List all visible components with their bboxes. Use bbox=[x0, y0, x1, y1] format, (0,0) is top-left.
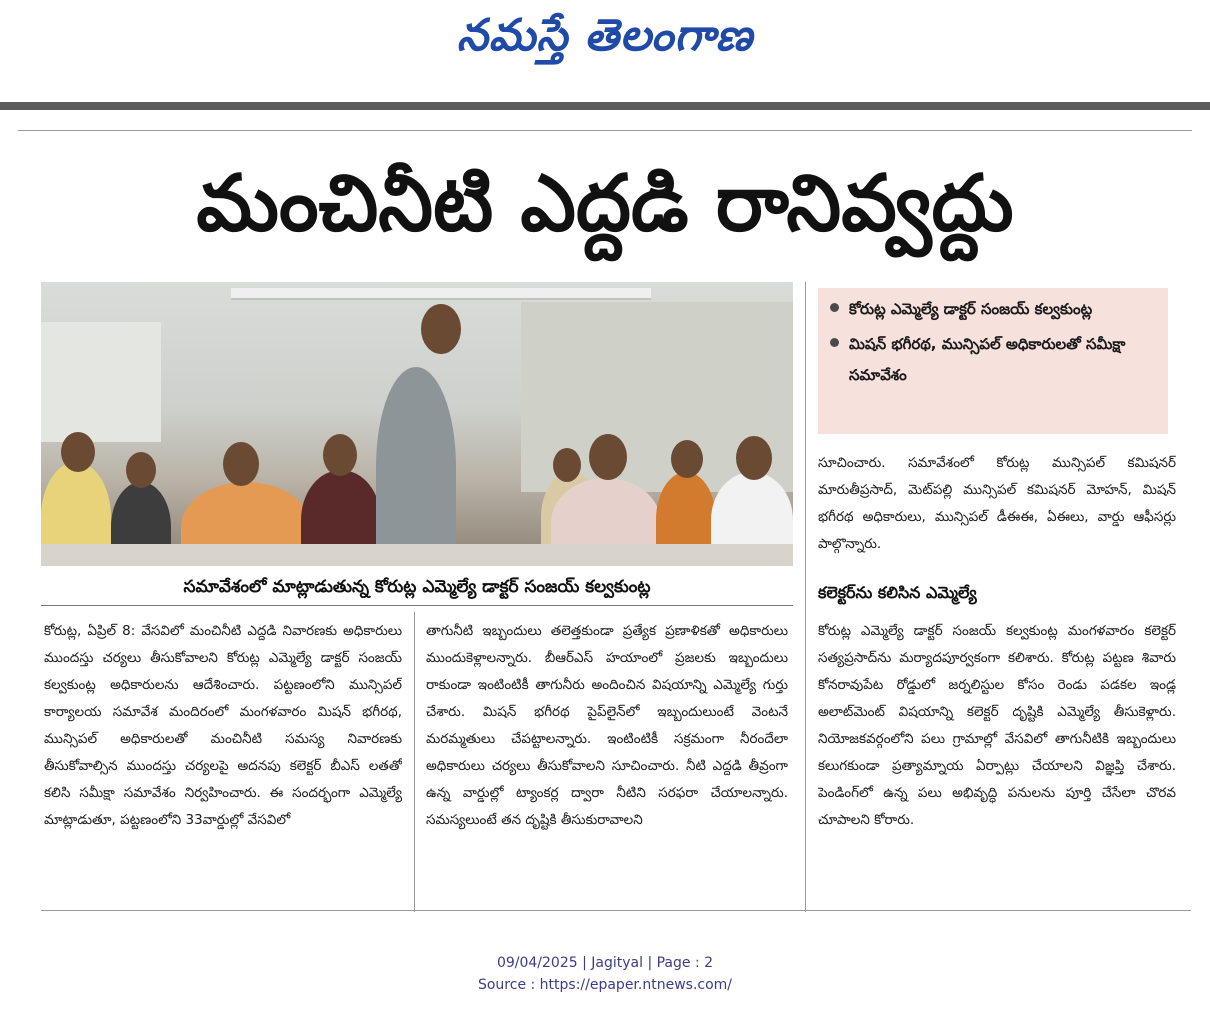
highlights-box bbox=[818, 288, 1168, 434]
article-column-1 bbox=[44, 618, 402, 908]
photo-person-head bbox=[61, 432, 95, 472]
projector-screen bbox=[231, 288, 651, 300]
photo-person-head bbox=[323, 434, 357, 476]
photo-person-head bbox=[553, 448, 581, 482]
highlight-item bbox=[830, 329, 1156, 391]
article-column-3-bottom bbox=[818, 618, 1176, 908]
article-text: కోరుట్ల, ఏప్రిల్ 8: వేసవిలో మంచినీటి ఎద్దడి నివారణకు అధికారులు ముందస్తు చర్యలు తీసుకోవాలని కోరుట్ల ఎమ్మెల్యే డాక్టర్ సంజయ్ కల్వకుంట్ల అధికారులను ఆదేశించారు. పట్టణంలోని మున్సిపల్ కార్యాలయ సమావేశ మందిరంలో మంగళవారం మిషన్ భగీరథ, మున్సిపల్ అధికారులతో మంచినీటి సమస్య నివారణకు తీసుకోవాల్సిన ముందస్తు చర్యలపై అదనపు కలెక్టర్ బీఎస్ లతతో కలిసి సమీక్షా సమావేశం నిర్వహించారు. ఈ సందర్భంగా ఎమ్మెల్యే మాట్లాడుతూ, పట్టణంలోని 33వార్డుల్లో వేసవిలో bbox=[44, 623, 402, 828]
headline-top-rule bbox=[18, 130, 1192, 131]
photo-speaker-head bbox=[421, 304, 461, 354]
article-bottom-rule bbox=[41, 910, 1191, 911]
article-text: తాగునీటి ఇబ్బందులు తలెత్తకుండా ప్రత్యేక ప్రణాళికతో అధికారులు ముందుకెళ్లాలన్నారు. బీఆర్ఎస్ హయాంలో ప్రజలకు ఇబ్బందులు రాకుండా ఇంటింటికీ తాగునీరు అందించిన విషయాన్ని ఎమ్మెల్యే గుర్తు చేశారు. మిషన్ భగీరథ పైప్‌లైన్‌లో ఇబ్బందులుంటే వెంటనే మరమ్మతులు చేపట్టాలన్నారు. ఇంటింటికీ సక్రమంగా నీరందేలా అధికారులు చర్యలు తీసుకోవాలని సూచించారు. నీటి ఎద్దడి తీవ్రంగా ఉన్న వార్డుల్లో ట్యాంకర్ల ద్వారా నీటిని సరఫరా చేయాలన్నారు. సమస్యలుంటే తన దృష్టికి తీసుకురావాలని bbox=[426, 623, 788, 828]
article-column-3-top bbox=[818, 450, 1176, 572]
footer-source[interactable]: Source : https://epaper.ntnews.com/ bbox=[477, 977, 733, 993]
highlight-text: మిషన్ భగీరథ, మున్సిపల్ అధికారులతో సమీక్షా సమావేశం bbox=[849, 335, 1126, 384]
article-text: సూచించారు. సమావేశంలో కోరుట్ల మున్సిపల్ కమిషనర్ మారుతీప్రసాద్, మెట్‌పల్లి మున్సిపల్ కమిషనర్ మోహన్, మిషన్ భగీరథ అధికారులు, మున్సిపల్ డీఈఈ, ఏఈలు, వార్డు ఆఫీసర్లు పాల్గొన్నారు. bbox=[818, 455, 1176, 552]
photo-caption: సమావేశంలో మాట్లాడుతున్న కోరుట్ల ఎమ్మెల్యే డాక్టర్ సంజయ్ కల్వకుంట్ల bbox=[183, 577, 651, 597]
highlight-text: కోరుట్ల ఎమ్మెల్యే డాక్టర్ సంజయ్ కల్వకుంట్ల bbox=[849, 300, 1093, 318]
masthead-logo: నమస్తే తెలంగాణ bbox=[456, 10, 754, 61]
highlight-item bbox=[830, 294, 1156, 325]
bullet-icon bbox=[830, 338, 839, 347]
photo-table bbox=[41, 544, 793, 566]
caption-rule bbox=[41, 605, 793, 606]
photo-window bbox=[41, 322, 161, 442]
column-divider bbox=[805, 282, 806, 912]
footer-date-edition: 09/04/2025 | Jagityal | Page : 2 bbox=[496, 955, 714, 971]
photo-speaker bbox=[376, 367, 456, 566]
photo-person-head bbox=[671, 440, 703, 478]
headline: మంచినీటి ఎద్దడి రానివ్వద్దు bbox=[196, 159, 1014, 249]
photo-person-head bbox=[223, 442, 259, 486]
photo-person-head bbox=[126, 452, 156, 488]
footer bbox=[0, 952, 1210, 996]
news-photo bbox=[41, 282, 793, 566]
masthead-divider bbox=[0, 102, 1210, 110]
sub-headline: కలెక్టర్‌ను కలిసిన ఎమ్మెల్యే bbox=[818, 583, 977, 602]
photo-person-head bbox=[736, 436, 772, 480]
photo-person-head bbox=[589, 434, 627, 480]
column-divider bbox=[414, 612, 415, 912]
bullet-icon bbox=[830, 303, 839, 312]
article-column-2 bbox=[426, 618, 788, 908]
article-text: కోరుట్ల ఎమ్మెల్యే డాక్టర్ సంజయ్ కల్వకుంట్ల మంగళవారం కలెక్టర్ సత్యప్రసాద్‌ను మర్యాదపూర్వకంగా కలిశారు. కోరుట్ల పట్టణ శివారు కోనరావుపేట రోడ్డులో జర్నలిస్టుల కోసం రెండు పడకల ఇండ్ల అలాట్‌మెంట్ విషయాన్ని కలెక్టర్ దృష్టికి ఎమ్మెల్యే తీసుకెళ్లారు. నియోజకవర్గంలోని పలు గ్రామాల్లో వేసవిలో తాగునీటికి ఇబ్బందులు కలుగకుండా ప్రత్యామ్నాయ ఏర్పాట్లు చేయాలని విజ్ఞప్తి చేశారు. పెండింగ్‌లో ఉన్న పలు అభివృద్ధి పనులను పూర్తి చేసేలా చొరవ చూపాలని కోరారు. bbox=[818, 623, 1176, 828]
